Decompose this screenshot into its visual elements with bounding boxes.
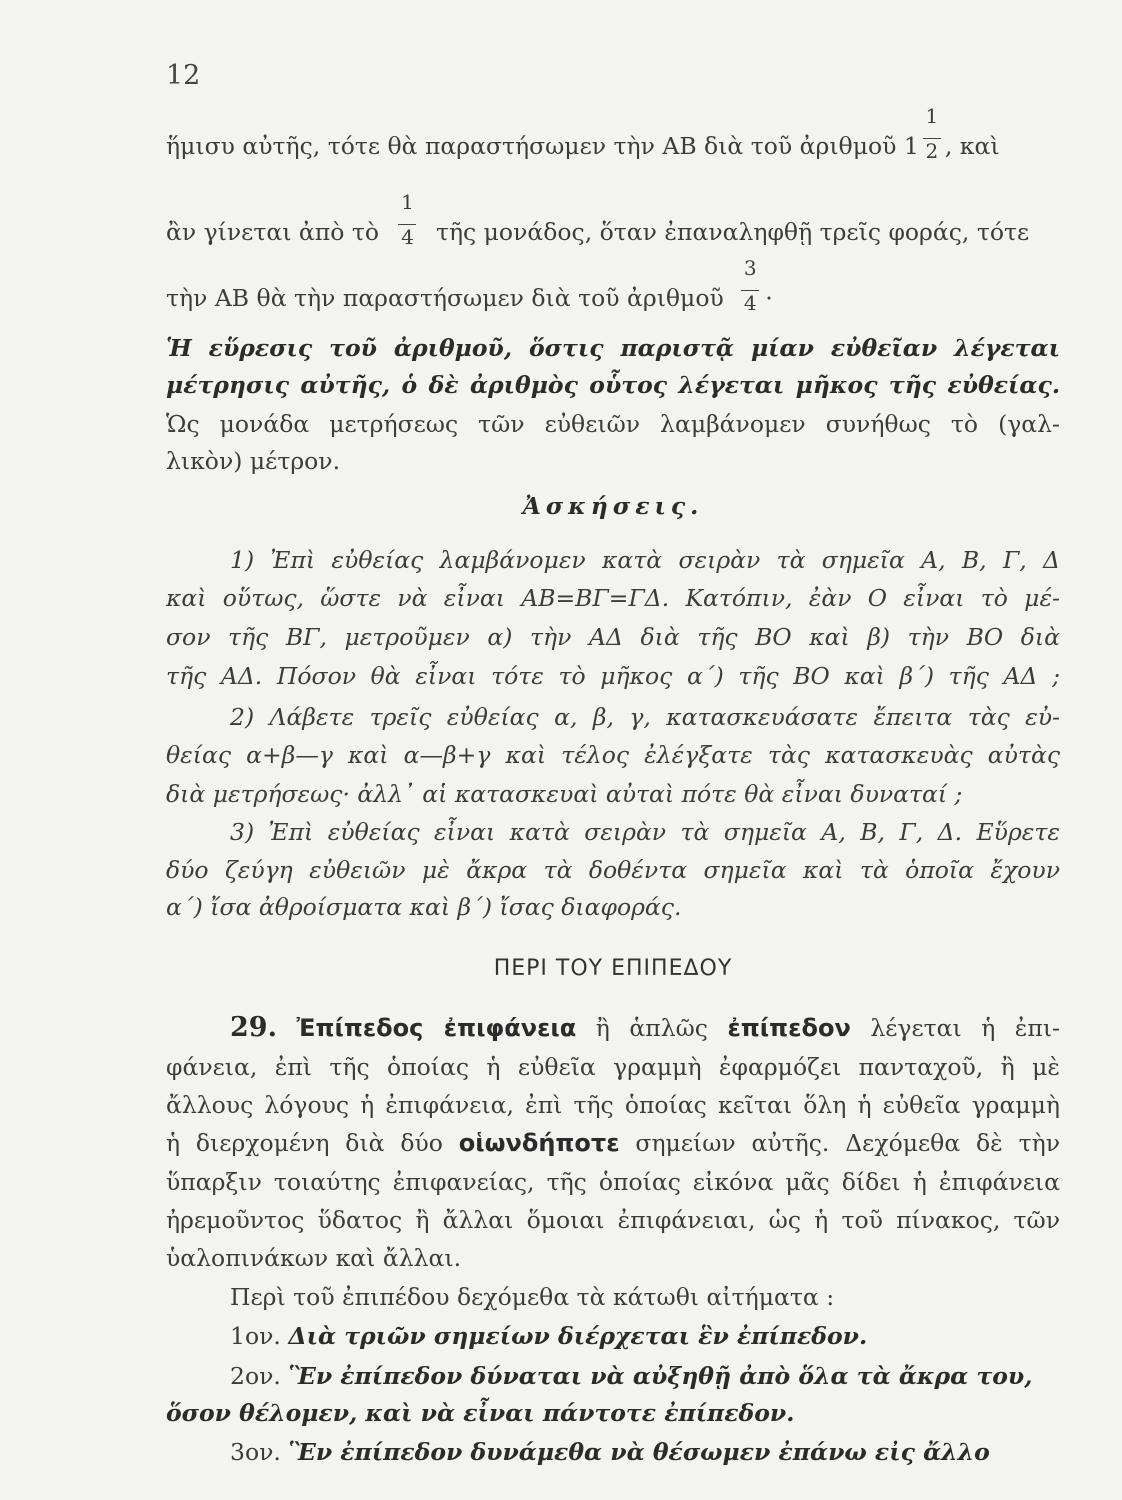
text-line: Περὶ τοῦ ἐπιπέδου δεχόμεθα τὰ κάτωθι αἰτήματα : [230,1283,835,1311]
definition-line: μέτρησις αὐτῆς, ὁ δὲ ἀριθμὸς οὗτος λέγεται μῆκος τῆς εὐθείας. [166,371,1060,399]
exercise-line: 3) Ἐπὶ εὐθείας εἶναι κατὰ σειρὰν τὰ σημεῖα Α, Β, Γ, Δ. Εὕρετε [230,818,1060,846]
postulate-text: Ἓν ἐπίπεδον δυνάμεθα νὰ θέσωμεν ἐπάνω εἰς ἄλλο [288,1438,990,1466]
exercise-line: 2) Λάβετε τρεῖς εὐθείας α, β, γ, κατασκευάσατε ἔπειτα τὰς εὐ- [230,703,1060,731]
term: Ἐπίπεδος ἐπιφάνεια [296,1014,577,1042]
section-number: 29. [230,1012,277,1043]
text-span: · [765,284,773,313]
text-line: ἠρεμοῦντος ὕδατος ἢ ἄλλαι ὅμοιαι ἐπιφάνειαι, ὡς ἡ τοῦ πίνακος, τῶν [166,1206,1060,1234]
text-span: ἡ διερχομένη διὰ δύο [166,1129,443,1157]
text-span: ἂν γίνεται ἀπὸ τὸ [166,218,379,247]
fraction-denominator: 4 [743,291,757,315]
postulate-number: 2ον. [230,1362,281,1390]
fraction-denominator: 2 [925,139,939,163]
exercise-line: α΄) ἴσα ἀθροίσματα καὶ β΄) ἴσας διαφοράς. [166,893,682,921]
text-span: , καὶ [944,132,1000,161]
exercise-line: καὶ οὕτως, ὥστε νὰ εἶναι ΑΒ=ΒΓ=ΓΔ. Κατόπιν, ἐὰν Ο εἶναι τὸ μέ- [166,584,1060,612]
text-line: ὕπαρξιν τοιαύτης ἐπιφανείας, τῆς ὁποίας εἰκόνα μᾶς δίδει ἡ ἐπιφάνεια [166,1168,1060,1196]
text-span: λέγεται ἡ ἐπι- [870,1014,1060,1042]
text-span: ἥμισυ αὐτῆς, τότε θὰ παραστήσωμεν τὴν ΑΒ διὰ τοῦ ἀριθμοῦ 1 [166,132,919,161]
text-line: Ὡς μονάδα μετρήσεως τῶν εὐθειῶν λαμβάνομεν συνήθως τὸ (γαλ- [166,410,1060,438]
text-span: σημείων αὐτῆς. Δεχόμεθα δὲ τὴν [635,1129,1060,1157]
fraction-numerator: 3 [743,256,757,280]
postulate-number: 1ον. [230,1322,281,1350]
exercise-line: τῆς ΑΔ. Πόσον θὰ εἶναι τότε τὸ μῆκος α΄) τῆς ΒΟ καὶ β΄) τῆς ΑΔ ; [166,662,1060,690]
fraction-numerator: 1 [401,190,414,214]
exercise-line: δύο ζεύγη εὐθειῶν μὲ ἄκρα τὰ δοθέντα σημεῖα καὶ τὰ ὁποῖα ἔχουν [166,856,1060,884]
postulate-number: 3ον. [230,1438,281,1466]
text-line [166,104,1060,163]
definition-line: Ἡ εὕρεσις τοῦ ἀριθμοῦ, ὅστις παριστᾷ μίαν εὐθεῖαν λέγεται [166,334,1060,362]
section-title: ΠΕΡΙ ΤΟΥ ΕΠΙΠΕΔΟΥ [493,956,733,981]
text-line: φάνεια, ἐπὶ τῆς ὁποίας ἡ εὐθεῖα γραμμὴ ἐφαρμόζει πανταχοῦ, ἢ μὲ [166,1053,1060,1081]
exercise-line: θείας α+β—γ καὶ α—β+γ καὶ τέλος ἐλέγξατε τὰς κατασκευὰς αὐτὰς [166,741,1060,769]
term: ἐπίπεδον [727,1014,851,1042]
postulate-text: Ἓν ἐπίπεδον δύναται νὰ αὐξηθῇ ἀπὸ ὅλα τὰ ἄκρα του, [288,1362,1033,1390]
text-line [166,190,1060,249]
text-line [166,1012,1060,1044]
text-line [166,1129,1060,1158]
text-span: τὴν ΑΒ θὰ τὴν παραστήσωμεν διὰ τοῦ ἀριθμοῦ [166,284,724,313]
text-line [166,256,1060,315]
fraction-numerator: 1 [925,104,939,128]
fraction [741,256,759,315]
postulate-line [166,1438,1060,1466]
exercise-line: διὰ μετρήσεως· ἀλλ᾽ αἱ κατασκευαὶ αὐταὶ πότε θὰ εἶναι δυναταί ; [166,780,963,808]
text-line: λικὸν) μέτρον. [166,447,341,475]
postulate-line [166,1322,1060,1350]
fraction-denominator: 4 [401,225,414,249]
fraction [923,104,941,163]
exercises-heading: Ἀσκήσεις. [522,492,704,520]
text-span: τῆς μονάδος, ὅταν ἐπαναληφθῇ τρεῖς φοράς, τότε [435,218,1030,247]
text-line: ὑαλοπινάκων καὶ ἄλλαι. [166,1244,462,1272]
text-span: ἢ ἁπλῶς [595,1014,708,1042]
page-number: 12 [166,60,201,91]
postulate-line [166,1362,1060,1390]
term: οἱωνδήποτε [458,1129,620,1157]
postulate-text: Διὰ τριῶν σημείων διέρχεται ἓν ἐπίπεδον. [288,1322,868,1350]
text-line: ἄλλους λόγους ἡ ἐπιφάνεια, ἐπὶ τῆς ὁποίας κεῖται ὅλη ἡ εὐθεῖα γραμμὴ [166,1091,1060,1119]
fraction [398,190,416,249]
exercise-line: 1) Ἐπὶ εὐθείας λαμβάνομεν κατὰ σειρὰν τὰ σημεῖα Α, Β, Γ, Δ [230,546,1060,574]
postulate-line: ὅσον θέλομεν, καὶ νὰ εἶναι πάντοτε ἐπίπεδον. [166,1399,795,1427]
exercise-line: σον τῆς ΒΓ, μετροῦμεν α) τὴν ΑΔ διὰ τῆς ΒΟ καὶ β) τὴν ΒΟ διὰ [166,623,1060,651]
